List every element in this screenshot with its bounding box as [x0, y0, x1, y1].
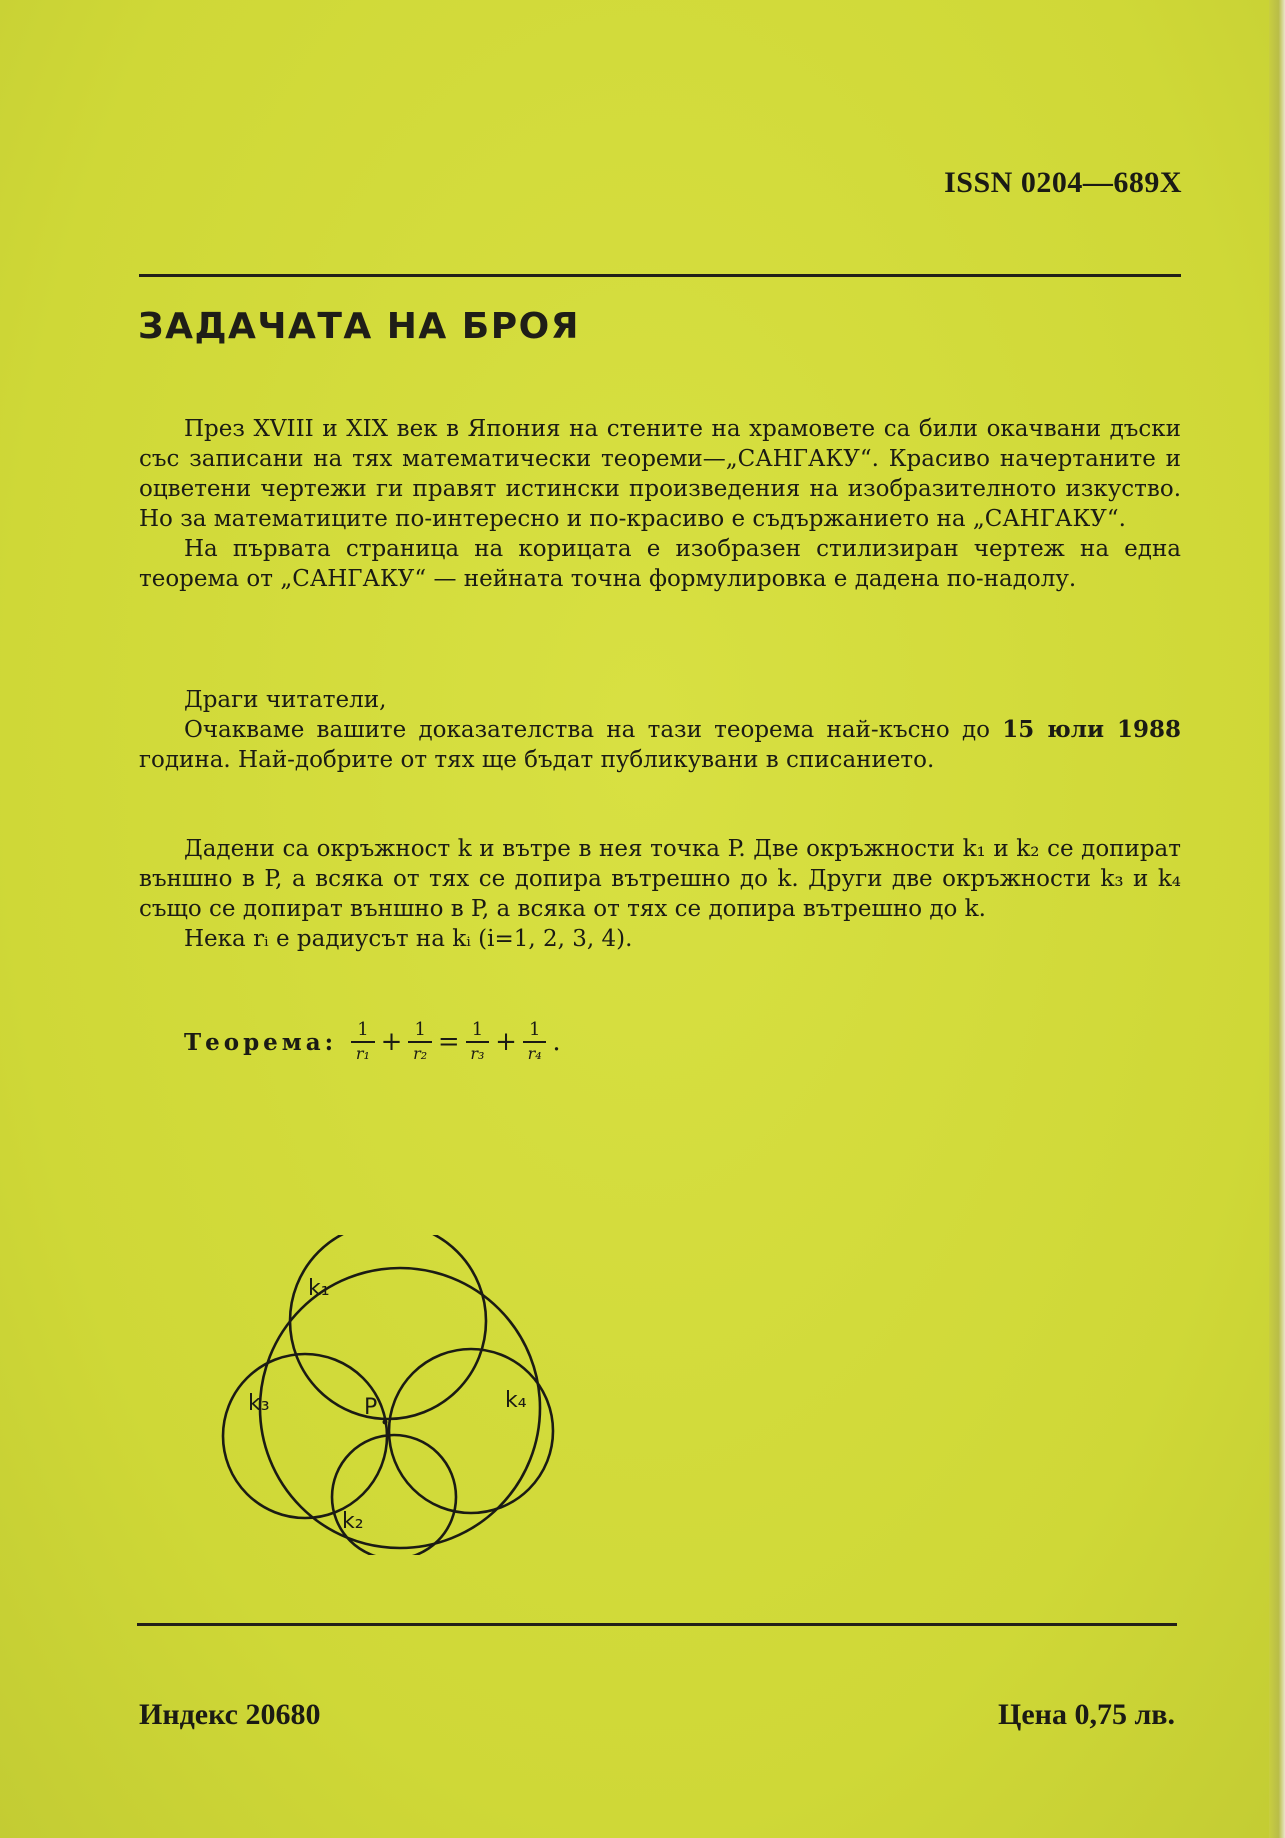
- index-number: Индекс 20680: [139, 1698, 321, 1731]
- deadline: 15 юли 1988: [1002, 716, 1181, 743]
- section-title: ЗАДАЧАТА НА БРОЯ: [138, 306, 580, 347]
- equals-sign: =: [437, 1027, 460, 1057]
- fraction-denominator-r1: r₁: [355, 1044, 370, 1063]
- price: Цена 0,75 лв.: [998, 1698, 1175, 1731]
- label-k1: k₁: [308, 1276, 330, 1301]
- appeal-paragraph: [139, 715, 1181, 775]
- bottom-divider: [137, 1623, 1177, 1626]
- label-k2: k₂: [342, 1509, 364, 1534]
- theorem-formula: [184, 1012, 563, 1072]
- fraction-numerator: 1: [523, 1019, 546, 1043]
- problem-paragraph-2: Нека rᵢ е радиусът на kᵢ (i=1, 2, 3, 4).: [184, 926, 633, 952]
- plus-sign: +: [380, 1027, 403, 1057]
- fraction-numerator: 1: [466, 1019, 489, 1043]
- intro-text: [139, 414, 1181, 594]
- theorem-label: Теорема:: [184, 1028, 338, 1056]
- circle-k2: [332, 1435, 456, 1555]
- circle-k3: [223, 1354, 387, 1518]
- point-p: [383, 1420, 388, 1425]
- circle-k: [260, 1268, 540, 1548]
- page-edge: [1269, 0, 1285, 1838]
- appeal-text-after: година. Най-добрите от тях ще бъдат публикувани в списанието.: [139, 747, 935, 773]
- period: .: [552, 1027, 561, 1057]
- appeal-text-before: Очакваме вашите доказателства на тази теорема най-късно до: [184, 717, 990, 743]
- fraction-denominator-r3: r₃: [470, 1044, 485, 1063]
- intro-paragraph-2: На първата страница на корицата е изобразен стилизиран чертеж на една теорема от „САНГАКУ“ — нейната точна формулировка е дадена по-надолу.: [139, 536, 1181, 592]
- intro-paragraph-1: През XVIII и XIX век в Япония на стените на храмовете са били окачвани дъски със записани на тях математически теореми—„САНГАКУ“. Красиво начертаните и оцветени чертежи ги правят истински произведения на изобразителното изкуство. Но за математиците по-интересно и по-красиво е съдържанието на „САНГАКУ“.: [139, 416, 1181, 532]
- label-k3: k₃: [248, 1391, 270, 1416]
- fraction-denominator-r2: r₂: [413, 1044, 428, 1063]
- label-p: P: [364, 1395, 378, 1420]
- issn-number: ISSN 0204—689X: [944, 166, 1182, 199]
- label-k4: k₄: [505, 1388, 527, 1413]
- fraction-numerator: 1: [351, 1019, 374, 1043]
- fraction-numerator: 1: [408, 1019, 431, 1043]
- problem-statement: [139, 834, 1181, 954]
- greeting: Драги читатели,: [184, 687, 387, 713]
- plus-sign: +: [495, 1027, 517, 1057]
- sangaku-diagram: [220, 1235, 560, 1555]
- fraction-r2: [408, 1019, 431, 1065]
- top-divider: [139, 274, 1181, 277]
- fraction-r3: [466, 1019, 489, 1065]
- circle-k1: [290, 1235, 486, 1419]
- appeal-text: [139, 685, 1181, 775]
- fraction-r4: [523, 1019, 546, 1065]
- fraction-denominator-r4: r₄: [527, 1044, 542, 1063]
- fraction-r1: [351, 1019, 374, 1065]
- problem-paragraph-1: Дадени са окръжност k и вътре в нея точка P. Две окръжности k₁ и k₂ се допират външно в P, а всяка от тях се допира вътрешно до k. Други две окръжности k₃ и k₄ също се допират външно в P, а всяка от тях се допира вътрешно до k.: [139, 836, 1181, 922]
